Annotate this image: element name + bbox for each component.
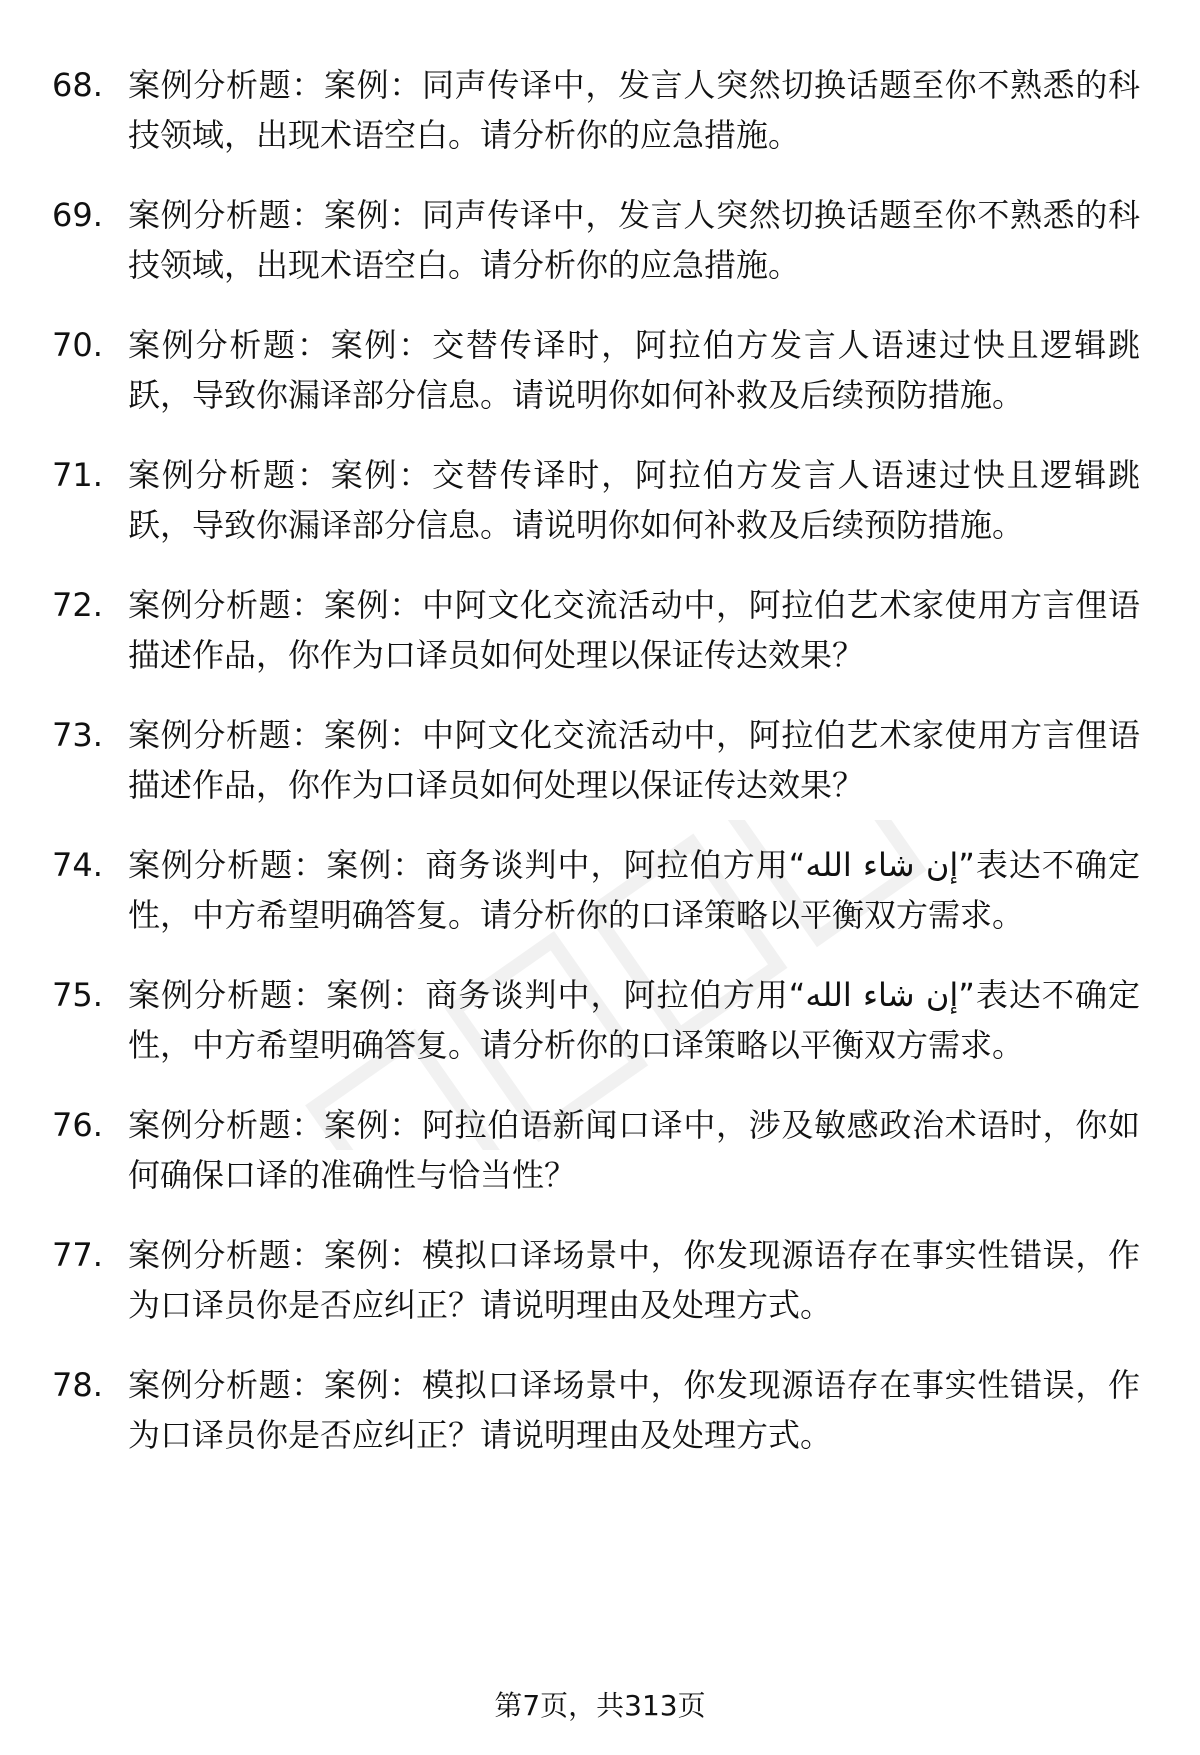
question-item	[52, 190, 1152, 290]
question-number: 77.	[52, 1236, 103, 1274]
question-text: 案例分析题：案例：中阿文化交流活动中，阿拉伯艺术家使用方言俚语描述作品，你作为口译员如何处理以保证传达效果？	[128, 586, 1140, 674]
question-text: 案例分析题：案例：模拟口译场景中，你发现源语存在事实性错误，作为口译员你是否应纠正？请说明理由及处理方式。	[128, 1366, 1140, 1454]
question-item	[52, 1360, 1152, 1460]
question-text: 案例分析题：案例：交替传译时，阿拉伯方发言人语速过快且逻辑跳跃，导致你漏译部分信息。请说明你如何补救及后续预防措施。	[128, 456, 1140, 544]
question-number: 72.	[52, 586, 103, 624]
question-number: 69.	[52, 196, 103, 234]
question-item	[52, 710, 1152, 810]
question-number: 70.	[52, 326, 103, 364]
question-text: 案例分析题：案例：商务谈判中，阿拉伯方用“إن شاء الله”表达不确定性，中方希望明确答复。请分析你的口译策略以平衡双方需求。	[128, 976, 1140, 1064]
question-item	[52, 1100, 1152, 1200]
question-list	[52, 60, 1152, 1490]
question-text: 案例分析题：案例：同声传译中，发言人突然切换话题至你不熟悉的科技领域，出现术语空白。请分析你的应急措施。	[128, 66, 1140, 154]
question-item	[52, 60, 1152, 160]
question-text: 案例分析题：案例：商务谈判中，阿拉伯方用“إن شاء الله”表达不确定性，中方希望明确答复。请分析你的口译策略以平衡双方需求。	[128, 846, 1140, 934]
question-item	[52, 840, 1152, 940]
question-text: 案例分析题：案例：同声传译中，发言人突然切换话题至你不熟悉的科技领域，出现术语空白。请分析你的应急措施。	[128, 196, 1140, 284]
question-text: 案例分析题：案例：交替传译时，阿拉伯方发言人语速过快且逻辑跳跃，导致你漏译部分信息。请说明你如何补救及后续预防措施。	[128, 326, 1140, 414]
question-text: 案例分析题：案例：模拟口译场景中，你发现源语存在事实性错误，作为口译员你是否应纠正？请说明理由及处理方式。	[128, 1236, 1140, 1324]
question-text: 案例分析题：案例：中阿文化交流活动中，阿拉伯艺术家使用方言俚语描述作品，你作为口译员如何处理以保证传达效果？	[128, 716, 1140, 804]
question-item	[52, 580, 1152, 680]
question-number: 75.	[52, 976, 103, 1014]
question-item	[52, 970, 1152, 1070]
question-item	[52, 1230, 1152, 1330]
page-number-label: 第7页，共313页	[494, 1689, 706, 1722]
page-footer	[0, 1686, 1200, 1726]
question-number: 73.	[52, 716, 103, 754]
question-number: 78.	[52, 1366, 103, 1404]
question-text: 案例分析题：案例：阿拉伯语新闻口译中，涉及敏感政治术语时，你如何确保口译的准确性与恰当性？	[128, 1106, 1140, 1194]
question-item	[52, 450, 1152, 550]
question-number: 71.	[52, 456, 103, 494]
question-number: 74.	[52, 846, 103, 884]
question-number: 68.	[52, 66, 103, 104]
question-number: 76.	[52, 1106, 103, 1144]
question-item	[52, 320, 1152, 420]
